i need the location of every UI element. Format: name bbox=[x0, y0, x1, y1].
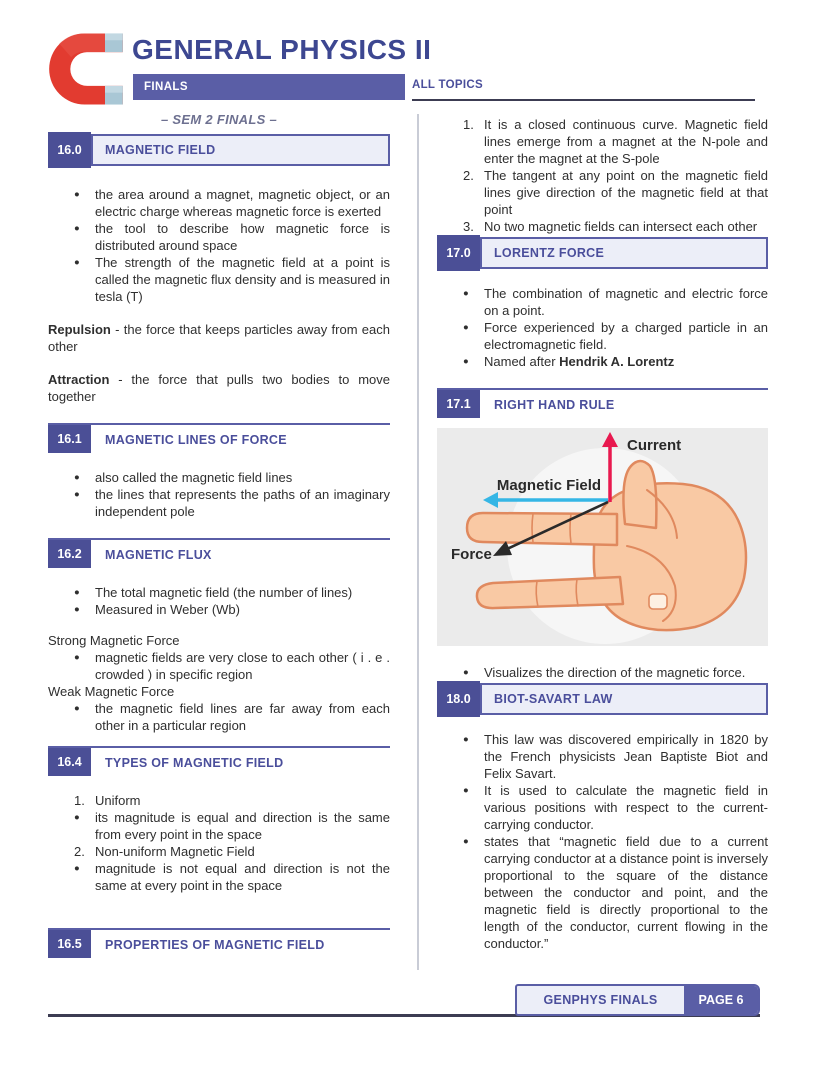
definition-text: - the force that keeps particles away from each other bbox=[48, 322, 390, 354]
section-number: 16.1 bbox=[48, 425, 91, 453]
tab-all-topics: ALL TOPICS bbox=[412, 74, 755, 101]
bullet-icon: ● bbox=[74, 489, 80, 500]
section-title: BIOT-SAVART LAW bbox=[480, 683, 768, 715]
biot-savart-bullets bbox=[437, 731, 768, 952]
section-title: MAGNETIC FLUX bbox=[105, 548, 212, 562]
column-divider bbox=[417, 114, 419, 970]
section-title: PROPERTIES OF MAGNETIC FIELD bbox=[105, 938, 325, 952]
section-title: RIGHT HAND RULE bbox=[494, 398, 615, 412]
list-number: 2. bbox=[463, 168, 474, 183]
section-number: 16.5 bbox=[48, 930, 91, 958]
section-number: 16.0 bbox=[48, 132, 91, 168]
definition-attraction bbox=[48, 371, 390, 405]
strong-force-bullets bbox=[48, 649, 390, 683]
list-item: ● Measured in Weber (Wb) bbox=[74, 602, 240, 617]
list-item: 1. It is a closed continuous curve. Magnetic field lines emerge from a magnet at the N-pole and enter the magnet at the S-pole bbox=[463, 117, 768, 166]
list-item: ● the area around a magnet, magnetic object, or an electric charge whereas magnetic force is exerted bbox=[74, 187, 390, 219]
definition-term: Attraction bbox=[48, 372, 110, 387]
section-number: 18.0 bbox=[437, 681, 480, 717]
magnet-icon bbox=[40, 25, 126, 113]
list-item: ● It is used to calculate the magnetic field in various positions with respect to the current-carrying conductor. bbox=[463, 783, 768, 832]
bullet-icon: ● bbox=[74, 703, 80, 714]
list-number: 1. bbox=[74, 793, 85, 808]
section-number: 17.0 bbox=[437, 235, 480, 271]
list-item: 3. No two magnetic fields can intersect each other bbox=[463, 219, 758, 234]
list-item: 1. Uniform bbox=[74, 793, 141, 808]
bullet-icon: ● bbox=[463, 836, 469, 847]
list-item: ● Force experienced by a charged particle in an electromagnetic field. bbox=[463, 320, 768, 352]
left-column bbox=[48, 112, 390, 960]
footer-label: GENPHYS FINALS bbox=[543, 993, 658, 1007]
bullet-icon: ● bbox=[74, 587, 80, 598]
definition-term: Repulsion bbox=[48, 322, 111, 337]
section-number: 17.1 bbox=[437, 390, 480, 418]
list-item: 2. The tangent at any point on the magnetic field lines give direction of the magnetic field at that point bbox=[463, 168, 768, 217]
magnetic-flux-bullets bbox=[48, 584, 390, 618]
bullet-icon: ● bbox=[74, 863, 80, 874]
figure-label-force: Force bbox=[451, 546, 492, 563]
section-header-16-4 bbox=[48, 746, 390, 778]
footer-badge bbox=[515, 984, 760, 1016]
list-item: ● This law was discovered empirically in 1820 by the French physicists Jean Baptiste Biot and Felix Savart. bbox=[463, 732, 768, 781]
right-hand-rule-figure bbox=[437, 428, 768, 646]
sem-finals-label: – SEM 2 FINALS – bbox=[160, 112, 278, 127]
lines-of-force-bullets bbox=[48, 469, 390, 520]
right-hand-rule-bullets bbox=[437, 664, 768, 681]
magnetic-field-bullets bbox=[48, 186, 390, 305]
section-header-17-1 bbox=[437, 388, 768, 420]
list-item: ● the tool to describe how magnetic force is distributed around space bbox=[74, 221, 390, 253]
bullet-icon: ● bbox=[463, 734, 469, 745]
page-number-badge: PAGE 6 bbox=[684, 986, 758, 1014]
bullet-icon: ● bbox=[74, 223, 80, 234]
figure-label-magnetic-field: Magnetic Field bbox=[496, 477, 602, 494]
figure-label-current: Current bbox=[627, 437, 682, 454]
strong-force-label: Strong Magnetic Force bbox=[48, 633, 180, 648]
bullet-icon: ● bbox=[74, 257, 80, 268]
definition-repulsion bbox=[48, 321, 390, 355]
bullet-icon: ● bbox=[463, 785, 469, 796]
definition-text: - the force that pulls two bodies to move together bbox=[48, 372, 390, 404]
section-header-16-5 bbox=[48, 928, 390, 960]
section-title: TYPES OF MAGNETIC FIELD bbox=[105, 756, 284, 770]
list-item: ● The strength of the magnetic field at a point is called the magnetic flux density and is measured in tesla (T) bbox=[74, 255, 390, 304]
list-item: ● the magnetic field lines are far away from each other in a particular region bbox=[74, 701, 390, 733]
section-header-16-1 bbox=[48, 423, 390, 455]
section-title: LORENTZ FORCE bbox=[480, 237, 768, 269]
section-number: 16.2 bbox=[48, 540, 91, 568]
list-item: ● The total magnetic field (the number of lines) bbox=[74, 585, 353, 600]
weak-force-label: Weak Magnetic Force bbox=[48, 684, 175, 699]
section-title: MAGNETIC LINES OF FORCE bbox=[105, 433, 287, 447]
section-header-18-0 bbox=[437, 683, 768, 715]
section-number: 16.4 bbox=[48, 748, 91, 776]
named-after-name: Hendrik A. Lorentz bbox=[559, 354, 675, 369]
bullet-icon: ● bbox=[463, 667, 469, 678]
right-column bbox=[437, 112, 768, 952]
list-item: ● also called the magnetic field lines bbox=[74, 470, 293, 485]
bullet-icon: ● bbox=[74, 812, 80, 823]
tab-finals: FINALS bbox=[133, 74, 405, 100]
list-item: 2. Non-uniform Magnetic Field bbox=[74, 844, 255, 859]
list-item: ● the lines that represents the paths of an imaginary independent pole bbox=[74, 487, 390, 519]
section-header-17-0 bbox=[437, 237, 768, 269]
section-header-16-0 bbox=[48, 134, 390, 166]
list-item: ● The combination of magnetic and electric force on a point. bbox=[463, 286, 768, 318]
bullet-icon: ● bbox=[74, 189, 80, 200]
named-after-prefix: Named after bbox=[484, 354, 560, 369]
types-of-field-list bbox=[48, 792, 390, 894]
bullet-icon: ● bbox=[463, 322, 469, 333]
bullet-icon: ● bbox=[463, 356, 469, 367]
list-item: ● its magnitude is equal and direction is the same from every point in the space bbox=[74, 810, 390, 842]
weak-force-bullets bbox=[48, 700, 390, 734]
section-title: MAGNETIC FIELD bbox=[91, 134, 390, 166]
bullet-icon: ● bbox=[463, 288, 469, 299]
list-number: 3. bbox=[463, 219, 474, 234]
list-item bbox=[437, 353, 768, 370]
section-header-16-2 bbox=[48, 538, 390, 570]
bullet-icon: ● bbox=[74, 604, 80, 615]
list-item: ● magnetic fields are very close to each other ( i . e . crowded ) in specific region bbox=[74, 650, 390, 682]
list-number: 1. bbox=[463, 117, 474, 132]
bullet-icon: ● bbox=[74, 472, 80, 483]
bullet-icon: ● bbox=[74, 652, 80, 663]
properties-list bbox=[437, 116, 768, 235]
list-item: ● Visualizes the direction of the magnetic force. bbox=[463, 665, 746, 680]
lorentz-force-bullets bbox=[437, 285, 768, 370]
list-number: 2. bbox=[74, 844, 85, 859]
list-item: ● magnitude is not equal and direction is not the same at every point in the space bbox=[74, 861, 390, 893]
page-title: GENERAL PHYSICS II bbox=[132, 34, 432, 65]
list-item: ● states that “magnetic field due to a current carrying conductor at a distance point is inversely proportional to the square of the distance between the conductor and point, and the magnetic field is directly proportional to the length of the conductor, current flowing in the conductor.” bbox=[463, 834, 768, 951]
